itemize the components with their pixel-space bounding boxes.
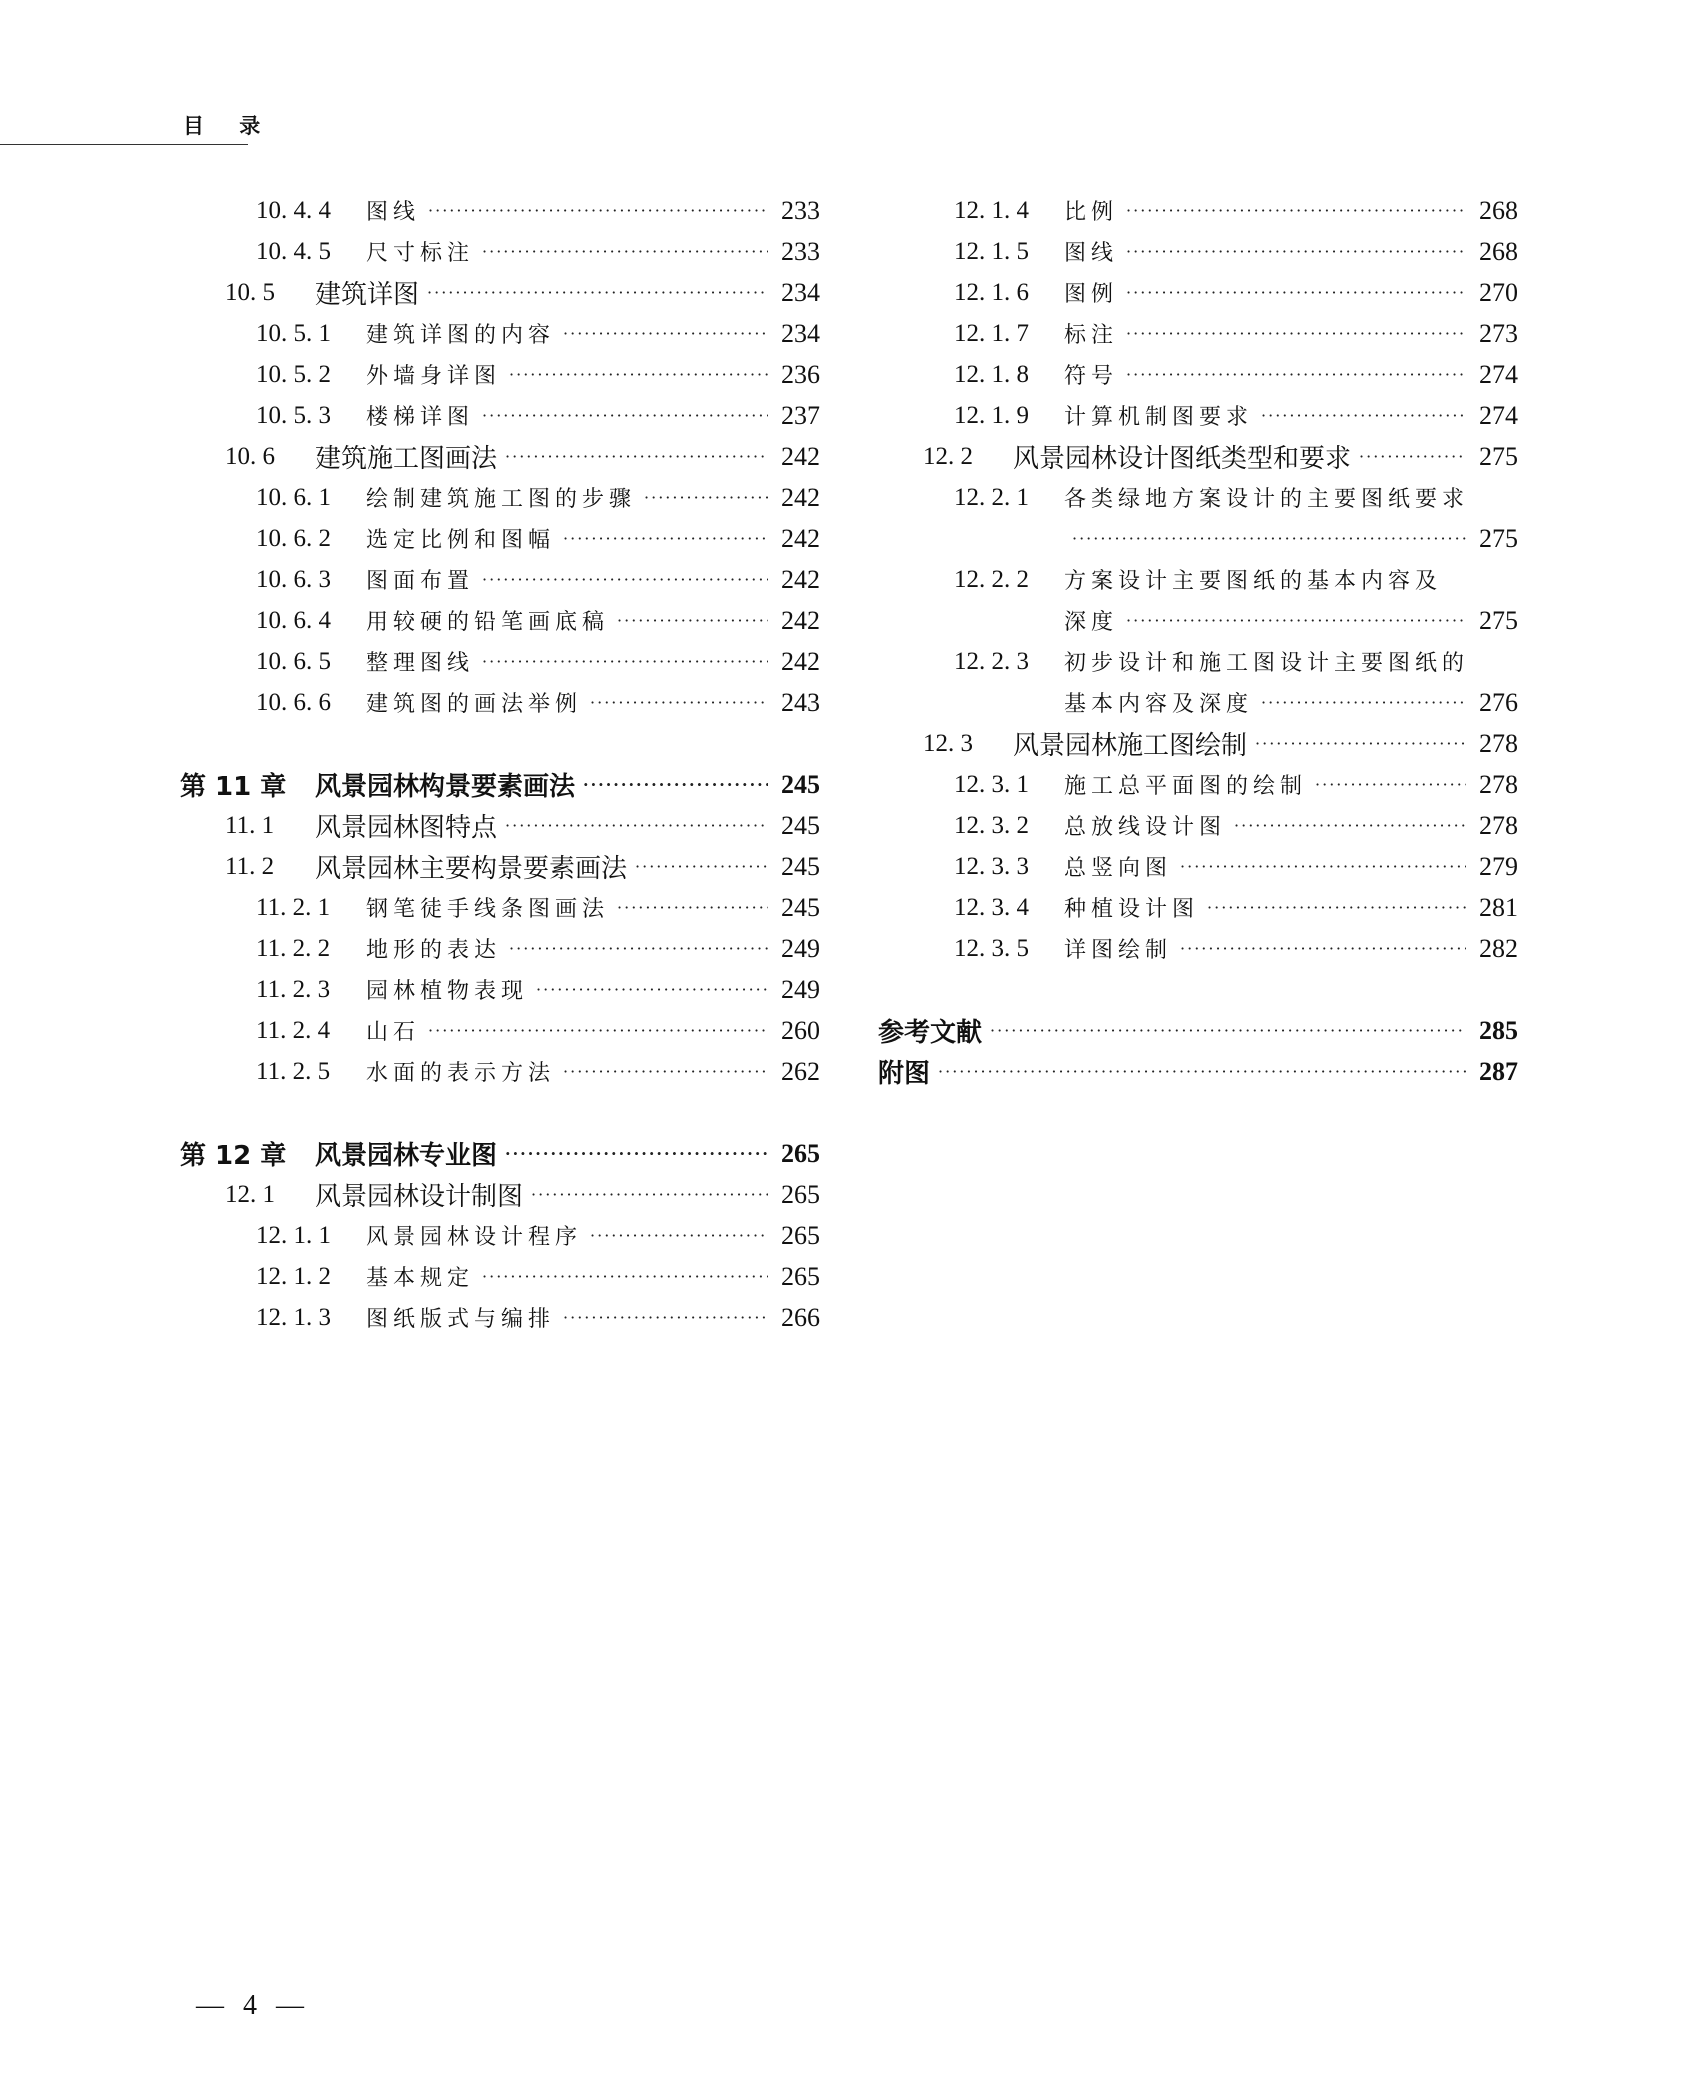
- toc-title: 标注: [1064, 323, 1119, 348]
- toc-right-column: [878, 190, 1518, 1092]
- toc-number: 10. 6. 2: [256, 524, 331, 552]
- toc-title: 整理图线: [366, 651, 475, 676]
- toc-title: 建筑详图的内容: [366, 323, 556, 348]
- toc-dot-leader: [1180, 939, 1466, 958]
- toc-title: 各类绿地方案设计的主要图纸要求: [1064, 487, 1470, 512]
- toc-page-number: 245: [781, 810, 820, 840]
- toc-subsection-entry[interactable]: [878, 805, 1518, 846]
- toc-subsection-entry[interactable]: [180, 1051, 820, 1092]
- toc-left-column: [180, 190, 820, 1338]
- toc-title: 详图绘制: [1064, 938, 1173, 963]
- toc-number: 12. 3. 2: [954, 811, 1029, 839]
- toc-dot-leader: [617, 611, 768, 630]
- toc-subsection-entry[interactable]: [878, 559, 1518, 600]
- toc-section-entry[interactable]: [180, 1174, 820, 1215]
- toc-title: 风景园林专业图: [315, 1141, 498, 1171]
- toc-number: 10. 6. 5: [256, 647, 331, 675]
- toc-page-number: 265: [781, 1220, 820, 1250]
- toc-page-number: 268: [1479, 195, 1518, 225]
- toc-title: 风景园林施工图绘制: [1013, 731, 1248, 761]
- toc-title: 参考文献: [878, 1018, 983, 1048]
- toc-page-number: 279: [1479, 851, 1518, 881]
- toc-page-number: 268: [1479, 236, 1518, 266]
- toc-dot-leader: [536, 980, 768, 999]
- toc-page-number: 245: [781, 851, 820, 881]
- toc-page-number: 265: [781, 1261, 820, 1291]
- toc-dot-leader: [1126, 365, 1466, 384]
- toc-subsection-entry[interactable]: [180, 559, 820, 600]
- toc-page-number: 287: [1479, 1056, 1518, 1086]
- toc-number: 11. 2. 4: [256, 1016, 331, 1044]
- toc-page-number: 234: [781, 277, 820, 307]
- toc-page-number: 285: [1479, 1015, 1518, 1045]
- toc-page-number: 278: [1479, 728, 1518, 758]
- toc-subsection-entry[interactable]: [878, 477, 1518, 518]
- toc-title: 建筑图的画法举例: [366, 692, 583, 717]
- toc-number: 12. 3. 3: [954, 852, 1029, 880]
- toc-subsection-entry[interactable]: [878, 354, 1518, 395]
- toc-title: 外墙身详图: [366, 364, 502, 389]
- toc-page-number: 243: [781, 687, 820, 717]
- toc-title: 钢笔徒手线条图画法: [366, 897, 610, 922]
- toc-title: 总竖向图: [1064, 856, 1173, 881]
- toc-continuation-entry[interactable]: [878, 682, 1518, 723]
- toc-chapter-entry[interactable]: [180, 1133, 820, 1174]
- toc-section-entry[interactable]: [180, 272, 820, 313]
- toc-dot-leader: [563, 529, 768, 548]
- toc-number: 12. 1. 7: [954, 319, 1029, 347]
- toc-number: 12. 3: [923, 729, 973, 757]
- toc-page-number: 236: [781, 359, 820, 389]
- toc-spacer: [180, 1092, 820, 1133]
- toc-title: 附图: [878, 1059, 931, 1089]
- toc-title: 建筑详图: [315, 280, 420, 310]
- toc-number: 12. 1. 8: [954, 360, 1029, 388]
- toc-number: 12. 1. 9: [954, 401, 1029, 429]
- toc-number: 10. 5. 1: [256, 319, 331, 347]
- toc-page-number: 275: [1479, 605, 1518, 635]
- toc-title: 图例: [1064, 282, 1119, 307]
- toc-continuation-entry[interactable]: [878, 600, 1518, 641]
- toc-spacer: [180, 723, 820, 764]
- toc-title: 风景园林设计程序: [366, 1225, 583, 1250]
- toc-page-number: 274: [1479, 400, 1518, 430]
- toc-page-number: 282: [1479, 933, 1518, 963]
- toc-dot-leader: [590, 1226, 768, 1245]
- toc-page-number: 245: [781, 892, 820, 922]
- toc-subsection-entry[interactable]: [878, 764, 1518, 805]
- toc-dot-leader: [938, 1062, 1466, 1081]
- toc-dot-leader: [644, 488, 768, 507]
- toc-subsection-entry[interactable]: [180, 1256, 820, 1297]
- toc-subsection-entry[interactable]: [180, 190, 820, 231]
- toc-dot-leader: [1180, 857, 1466, 876]
- toc-subsection-entry[interactable]: [180, 477, 820, 518]
- toc-dot-leader: [482, 242, 768, 261]
- toc-page-number: 281: [1479, 892, 1518, 922]
- toc-number: 11. 1: [225, 811, 275, 839]
- toc-dot-leader: [1126, 611, 1466, 630]
- toc-dot-leader: [427, 283, 768, 302]
- toc-section-entry[interactable]: [180, 805, 820, 846]
- toc-number: 11. 2. 3: [256, 975, 331, 1003]
- toc-dot-leader: [1126, 324, 1466, 343]
- toc-subsection-entry[interactable]: [180, 682, 820, 723]
- toc-dot-leader: [1261, 406, 1466, 425]
- toc-number: 第 12 章: [180, 1141, 287, 1171]
- toc-number: 12. 1. 6: [954, 278, 1029, 306]
- toc-number: 10. 4. 4: [256, 196, 331, 224]
- toc-title: 楼梯详图: [366, 405, 475, 430]
- toc-title: 风景园林设计图纸类型和要求: [1013, 444, 1352, 474]
- toc-title: 风景园林图特点: [315, 813, 498, 843]
- toc-subsection-entry[interactable]: [878, 928, 1518, 969]
- toc-number: 12. 2. 3: [954, 647, 1029, 675]
- toc-subsection-entry[interactable]: [180, 928, 820, 969]
- toc-title: 施工总平面图的绘制: [1064, 774, 1308, 799]
- toc-number: 12. 3. 4: [954, 893, 1029, 921]
- toc-subsection-entry[interactable]: [180, 887, 820, 928]
- toc-page-number: 233: [781, 236, 820, 266]
- toc-dot-leader: [635, 857, 768, 876]
- toc-title: 选定比例和图幅: [366, 528, 556, 553]
- toc-title: 基本规定: [366, 1266, 475, 1291]
- toc-number: 12. 2: [923, 442, 973, 470]
- toc-subsection-entry[interactable]: [878, 846, 1518, 887]
- toc-subsection-entry[interactable]: [878, 887, 1518, 928]
- toc-number: 10. 5. 2: [256, 360, 331, 388]
- toc-number: 12. 2. 1: [954, 483, 1029, 511]
- toc-title: 图纸版式与编排: [366, 1307, 556, 1332]
- toc-subsection-entry[interactable]: [878, 641, 1518, 682]
- toc-title: 用较硬的铅笔画底稿: [366, 610, 610, 635]
- toc-title: 比例: [1064, 200, 1119, 225]
- toc-subsection-entry[interactable]: [180, 1297, 820, 1338]
- toc-dot-leader: [563, 324, 768, 343]
- toc-number: 10. 6: [225, 442, 275, 470]
- toc-title: 地形的表达: [366, 938, 502, 963]
- toc-backmatter-entry[interactable]: [878, 1051, 1518, 1092]
- toc-number: 12. 2. 2: [954, 565, 1029, 593]
- toc-dot-leader: [482, 406, 768, 425]
- toc-subsection-entry[interactable]: [878, 231, 1518, 272]
- toc-page-number: 266: [781, 1302, 820, 1332]
- toc-dot-leader: [531, 1185, 768, 1204]
- toc-dot-leader: [505, 1144, 768, 1163]
- toc-title: 园林植物表现: [366, 979, 529, 1004]
- toc-page-number: 265: [781, 1138, 820, 1168]
- toc-number: 11. 2. 1: [256, 893, 331, 921]
- toc-spacer: [878, 969, 1518, 1010]
- toc-section-entry[interactable]: [180, 436, 820, 477]
- toc-subsection-entry[interactable]: [180, 641, 820, 682]
- toc-backmatter-entry[interactable]: [878, 1010, 1518, 1051]
- toc-page-number: 242: [781, 605, 820, 635]
- toc-page-number: 262: [781, 1056, 820, 1086]
- toc-page-number: 275: [1479, 441, 1518, 471]
- toc-number: 12. 1: [225, 1180, 275, 1208]
- toc-subsection-entry[interactable]: [180, 969, 820, 1010]
- toc-page-number: 234: [781, 318, 820, 348]
- toc-section-entry[interactable]: [878, 436, 1518, 477]
- toc-subsection-entry[interactable]: [878, 190, 1518, 231]
- toc-dot-leader: [617, 898, 768, 917]
- toc-dot-leader: [563, 1308, 768, 1327]
- toc-page-number: 278: [1479, 810, 1518, 840]
- toc-title: 计算机制图要求: [1064, 405, 1254, 430]
- toc-title: 水面的表示方法: [366, 1061, 556, 1086]
- toc-subsection-entry[interactable]: [878, 272, 1518, 313]
- toc-dot-leader: [1359, 447, 1466, 466]
- toc-page-number: 265: [781, 1179, 820, 1209]
- toc-page-number: 276: [1479, 687, 1518, 717]
- toc-dot-leader: [1315, 775, 1466, 794]
- toc-title: 方案设计主要图纸的基本内容及: [1064, 569, 1443, 594]
- toc-number: 10. 6. 1: [256, 483, 331, 511]
- toc-number: 12. 1. 1: [256, 1221, 331, 1249]
- toc-dot-leader: [505, 447, 768, 466]
- toc-number: 12. 1. 4: [954, 196, 1029, 224]
- toc-page-number: 249: [781, 933, 820, 963]
- toc-number: 12. 3. 5: [954, 934, 1029, 962]
- page-number: — 4 —: [196, 1990, 310, 2021]
- toc-continuation-entry[interactable]: [878, 518, 1518, 559]
- toc-page-number: 237: [781, 400, 820, 430]
- toc-number: 12. 3. 1: [954, 770, 1029, 798]
- toc-title: 基本内容及深度: [1064, 692, 1254, 717]
- toc-number: 第 11 章: [180, 772, 287, 802]
- toc-dot-leader: [1126, 242, 1466, 261]
- toc-number: 10. 5: [225, 278, 275, 306]
- toc-subsection-entry[interactable]: [180, 518, 820, 559]
- toc-dot-leader: [509, 939, 768, 958]
- toc-dot-leader: [482, 570, 768, 589]
- toc-number: 11. 2. 2: [256, 934, 331, 962]
- toc-subsection-entry[interactable]: [180, 354, 820, 395]
- toc-title: 初步设计和施工图设计主要图纸的: [1064, 651, 1470, 676]
- toc-subsection-entry[interactable]: [878, 313, 1518, 354]
- toc-dot-leader: [563, 1062, 768, 1081]
- toc-title: 建筑施工图画法: [315, 444, 498, 474]
- toc-dot-leader: [1126, 201, 1466, 220]
- toc-title: 尺寸标注: [366, 241, 475, 266]
- toc-page-number: 242: [781, 523, 820, 553]
- toc-page-number: 242: [781, 646, 820, 676]
- toc-title: 风景园林设计制图: [315, 1182, 524, 1212]
- toc-number: 10. 6. 6: [256, 688, 331, 716]
- toc-title: 种植设计图: [1064, 897, 1200, 922]
- toc-number: 10. 5. 3: [256, 401, 331, 429]
- toc-dot-leader: [428, 201, 768, 220]
- toc-page-number: 274: [1479, 359, 1518, 389]
- toc-dot-leader: [505, 816, 768, 835]
- toc-page-number: 270: [1479, 277, 1518, 307]
- toc-number: 11. 2. 5: [256, 1057, 331, 1085]
- toc-dot-leader: [482, 652, 768, 671]
- toc-number: 10. 6. 4: [256, 606, 331, 634]
- toc-page-number: 245: [781, 769, 820, 799]
- toc-number: 12. 1. 5: [954, 237, 1029, 265]
- toc-page-number: 242: [781, 482, 820, 512]
- toc-dot-leader: [990, 1021, 1466, 1040]
- toc-page-number: 273: [1479, 318, 1518, 348]
- toc-number: 10. 6. 3: [256, 565, 331, 593]
- toc-subsection-entry[interactable]: [180, 313, 820, 354]
- toc-subsection-entry[interactable]: [180, 395, 820, 436]
- toc-title: 符号: [1064, 364, 1119, 389]
- toc-title: 总放线设计图: [1064, 815, 1227, 840]
- toc-section-entry[interactable]: [878, 723, 1518, 764]
- toc-subsection-entry[interactable]: [180, 1010, 820, 1051]
- page-header-title: 目 录: [183, 114, 275, 138]
- toc-subsection-entry[interactable]: [180, 600, 820, 641]
- toc-page-number: 278: [1479, 769, 1518, 799]
- toc-dot-leader: [1207, 898, 1466, 917]
- toc-page-number: 249: [781, 974, 820, 1004]
- toc-subsection-entry[interactable]: [180, 231, 820, 272]
- toc-dot-leader: [583, 775, 768, 794]
- toc-title: 风景园林构景要素画法: [315, 772, 576, 802]
- toc-page-number: 260: [781, 1015, 820, 1045]
- toc-number: 12. 1. 2: [256, 1262, 331, 1290]
- toc-title: 山石: [366, 1020, 421, 1045]
- toc-dot-leader: [1234, 816, 1466, 835]
- toc-section-entry[interactable]: [180, 846, 820, 887]
- toc-dot-leader: [509, 365, 768, 384]
- toc-title: 图线: [1064, 241, 1119, 266]
- toc-dot-leader: [1255, 734, 1466, 753]
- toc-page-number: 233: [781, 195, 820, 225]
- toc-number: 10. 4. 5: [256, 237, 331, 265]
- toc-title: 图线: [366, 200, 421, 225]
- toc-chapter-entry[interactable]: [180, 764, 820, 805]
- toc-page-number: 275: [1479, 523, 1518, 553]
- toc-subsection-entry[interactable]: [180, 1215, 820, 1256]
- toc-title: 绘制建筑施工图的步骤: [366, 487, 637, 512]
- toc-number: 11. 2: [225, 852, 275, 880]
- toc-title: 风景园林主要构景要素画法: [315, 854, 628, 884]
- header-rule: [0, 144, 248, 145]
- toc-dot-leader: [590, 693, 768, 712]
- toc-dot-leader: [428, 1021, 768, 1040]
- toc-title: 图面布置: [366, 569, 475, 594]
- toc-page-number: 242: [781, 564, 820, 594]
- toc-subsection-entry[interactable]: [878, 395, 1518, 436]
- toc-dot-leader: [1072, 529, 1466, 548]
- toc-number: 12. 1. 3: [256, 1303, 331, 1331]
- toc-dot-leader: [482, 1267, 768, 1286]
- toc-page-number: 242: [781, 441, 820, 471]
- toc-title: 深度: [1064, 610, 1119, 635]
- toc-dot-leader: [1126, 283, 1466, 302]
- toc-dot-leader: [1261, 693, 1466, 712]
